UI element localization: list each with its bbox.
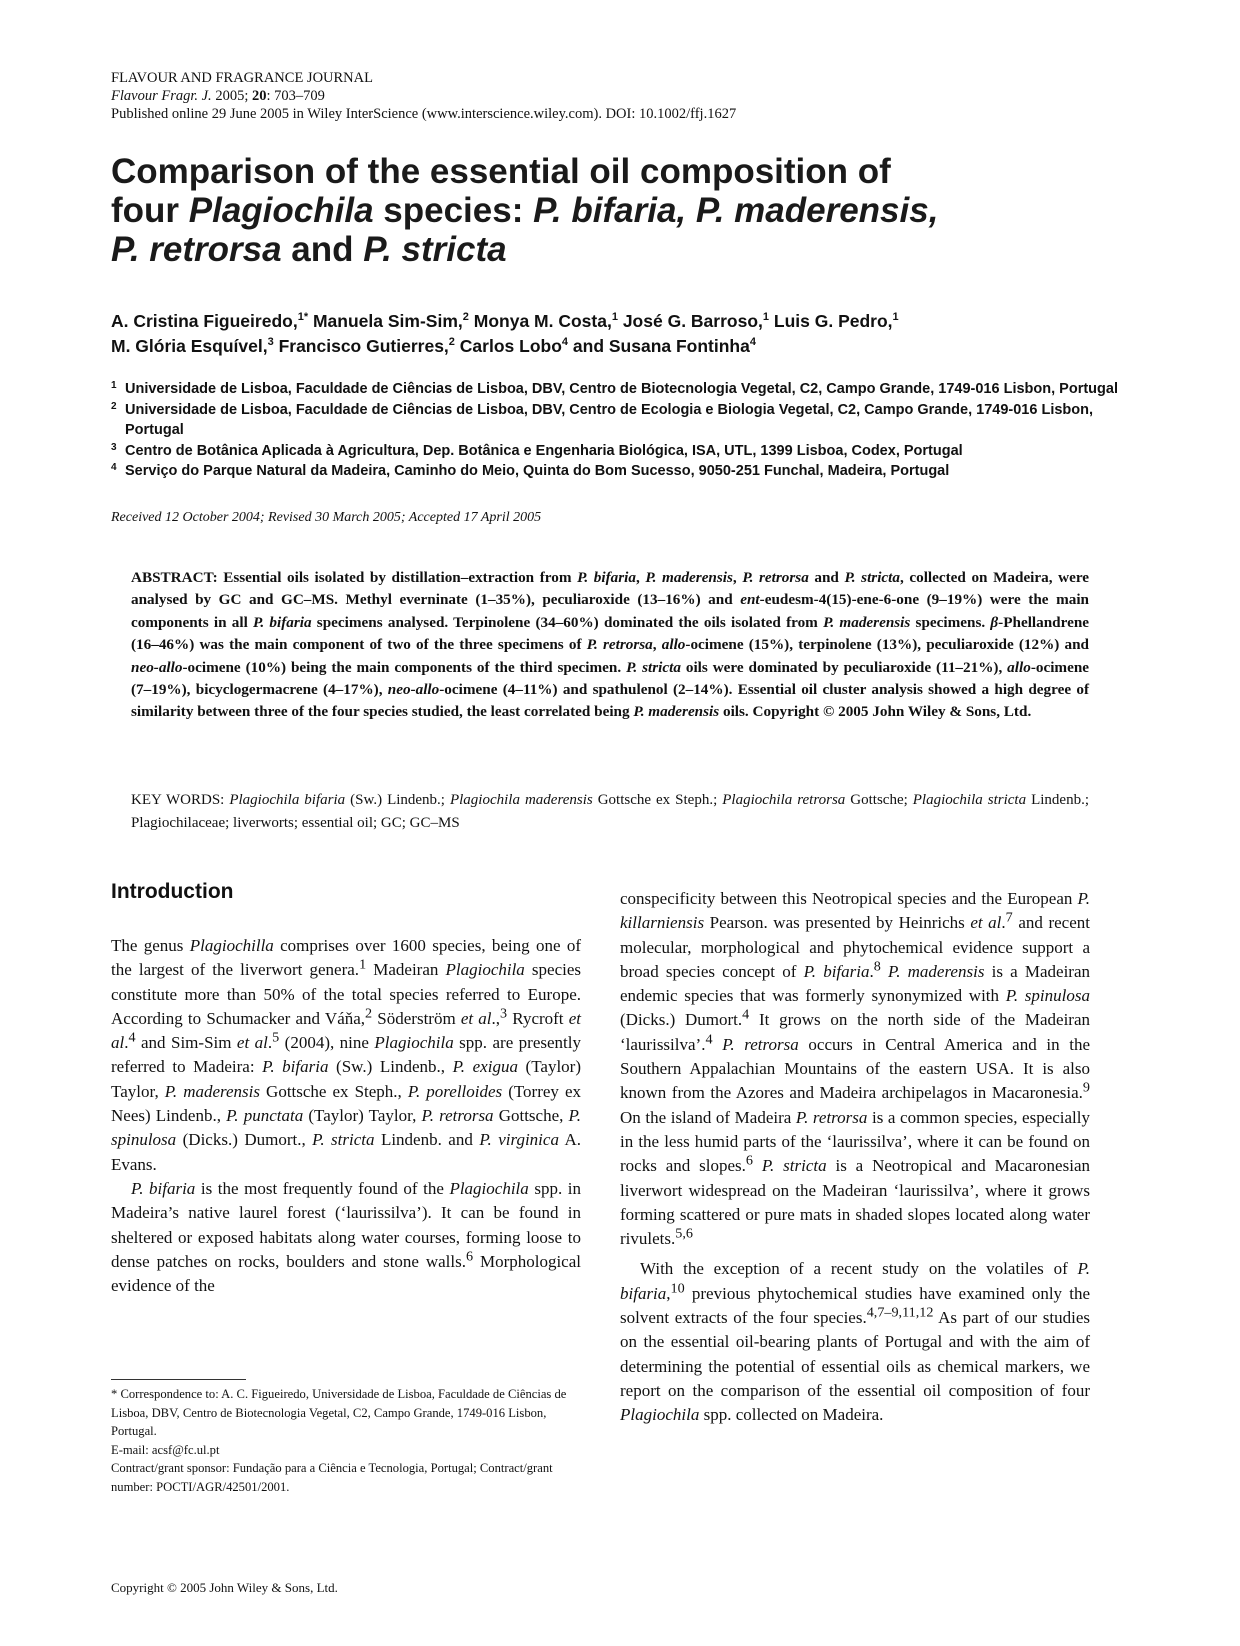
keywords	[131, 789, 1089, 834]
italic-text: P. bifaria	[620, 1259, 1090, 1303]
affiliation	[111, 379, 1131, 400]
journal-header	[111, 69, 1131, 123]
italic-text: P. bifaria	[803, 961, 870, 981]
italic-text: allo	[661, 636, 686, 654]
affiliation	[111, 461, 1131, 482]
text-run: Morphological evidence of the	[111, 1251, 581, 1296]
text-run: Gottsche,	[493, 1106, 569, 1126]
text-run: Gottsche;	[845, 792, 913, 808]
author-name: Carlos Lobo	[459, 336, 562, 356]
text-run: Pearson. was presented by Heinrichs	[704, 913, 971, 933]
title-part: Comparison of the essential oil composition of	[111, 152, 891, 191]
text-run: -ocimene (4–11%) and spathulenol (2–14%). Essential oil cluster analysis showed a high degree of similarity between three of the four species studied, the least correlated being	[131, 681, 1089, 721]
italic-text: P. stricta	[761, 1156, 827, 1176]
italic-text: et al	[111, 1008, 581, 1053]
italic-text: P. killarniensis	[620, 889, 1090, 933]
text-run: .	[124, 1033, 129, 1053]
author-name: Manuela Sim-Sim,	[312, 311, 463, 331]
italic-text: neo-allo	[131, 658, 183, 676]
italic-text: et al	[460, 1008, 492, 1028]
paragraph	[111, 934, 581, 1177]
text-run: .	[1001, 913, 1006, 933]
abstract	[131, 567, 1089, 724]
text-run: ,	[635, 569, 646, 586]
text-run: The genus	[111, 936, 190, 955]
citation-pages: : 703–709	[266, 88, 325, 104]
author	[313, 311, 469, 331]
text-run: Madeiran	[366, 960, 446, 980]
affiliation-number: 4	[111, 462, 117, 473]
article-title	[111, 152, 1111, 269]
author	[111, 311, 308, 331]
title-part: P. stricta	[363, 230, 507, 269]
text-run	[881, 962, 888, 981]
section-heading-introduction: Introduction	[111, 880, 234, 903]
text-run: -ocimene (10%) being the main components of the third specimen.	[182, 658, 627, 676]
reference-superscript: 1	[359, 956, 367, 973]
text-run: -Phellandrene (16–46%) was the main component of two of the three specimens of	[131, 613, 1090, 654]
text-run: (2004), nine	[279, 1033, 375, 1053]
italic-text: P. punctata	[226, 1106, 304, 1126]
affiliation-marker: 2	[462, 311, 469, 324]
title-part: Plagiochila	[188, 191, 374, 230]
text-run: specimens.	[910, 613, 991, 631]
affiliation-marker: 1	[892, 311, 899, 324]
affiliation-number: 2	[111, 400, 117, 412]
text-run: (Taylor) Taylor,	[111, 1057, 581, 1101]
text-run: is a common species, especially in the less humid parts of the ‘laurissilva’, where it can be found on rocks and slopes.	[620, 1107, 1091, 1176]
affiliation-marker: 1*	[297, 311, 309, 324]
text-run: , collected on Madeira, were analysed by GC and GC–MS. Methyl everninate (1–35%), peculiaroxide (13–16%) and	[131, 569, 1090, 609]
italic-text: P. exigua	[452, 1057, 518, 1077]
affiliation-number: 1	[111, 380, 117, 391]
italic-text: Plagiochila bifaria	[229, 792, 346, 808]
reference-superscript: 5,6	[675, 1225, 693, 1242]
text-run: .,	[491, 1008, 501, 1028]
italic-text: P. retrorsa	[742, 569, 809, 586]
paragraph	[620, 887, 1090, 1251]
italic-text: P. maderensis	[633, 703, 720, 721]
text-run: As part of our studies on the essential oil-bearing plants of Portugal and with the aim of determining the potential of essential oils as chemical markers, we report on the comparison of the essential oil composition of four	[620, 1308, 1090, 1400]
italic-text: P. stricta	[844, 569, 900, 586]
text-run: -ocimene (7–19%), bicyclogermacrene (4–17%),	[131, 658, 1090, 699]
text-run: -eudesm-4(15)-ene-6-one (9–19%) were the main components in all	[131, 591, 1089, 631]
author-list	[111, 309, 1131, 359]
author-name: José G. Barroso,	[622, 311, 763, 331]
received-dates: Received 12 October 2004; Revised 30 March 2005; Accepted 17 April 2005	[111, 510, 542, 525]
author-name: Monya M. Costa,	[473, 311, 612, 331]
text-run: (Dicks.) Dumort.	[620, 1010, 743, 1030]
footnotes	[111, 1385, 581, 1496]
italic-text: P. maderensis	[823, 613, 911, 631]
author	[774, 311, 899, 331]
italic-text: P. bifaria	[253, 613, 312, 631]
text-run: ,	[652, 636, 662, 654]
italic-text: P. retrorsa	[421, 1106, 494, 1126]
author	[573, 336, 756, 356]
affiliation-text: Universidade de Lisboa, Faculdade de Ciências de Lisboa, DBV, Centro de Biotecnologia Vegetal, C2, Campo Grande, 1749-016 Lisbon, Portugal	[125, 381, 1118, 397]
copyright-footer: Copyright © 2005 John Wiley & Sons, Ltd.	[111, 1580, 338, 1595]
text-run: Lindenb.; Plagiochilaceae; liverworts; essential oil; GC; GC–MS	[131, 792, 1089, 831]
text-run: ,	[666, 1283, 671, 1303]
text-run: (Taylor) Taylor,	[303, 1106, 422, 1126]
text-run: spp. are presently referred to Madeira:	[111, 1033, 581, 1077]
text-run: ,	[732, 569, 743, 586]
published-line: Published online 29 June 2005 in Wiley InterScience (www.interscience.wiley.com). DOI: 10.1002/ffj.1627	[111, 106, 737, 122]
italic-text: Plagiochila stricta	[912, 792, 1027, 808]
author-name: M. Glória Esquível,	[111, 336, 268, 356]
reference-superscript: 8	[873, 958, 881, 975]
affiliation-number: 3	[111, 441, 117, 453]
italic-text: P. spinulosa	[1005, 986, 1090, 1006]
reference-superscript: 3	[500, 1005, 508, 1022]
italic-text: Plagiochila	[449, 1178, 529, 1198]
text-run: Gottsche ex Steph.;	[592, 792, 723, 808]
text-run: species constitute more than 50% of the total species referred to Europe. According to Schumacker and Váňa,	[111, 960, 582, 1028]
text-run: Lindenb. and	[374, 1130, 480, 1150]
text-run: spp. collected on Madeira.	[699, 1405, 884, 1425]
text-run: -ocimene (15%), terpinolene (13%), peculiaroxide (12%) and	[685, 636, 1089, 654]
italic-text: P. porelloides	[407, 1081, 503, 1101]
text-run: is a Madeiran endemic species that was formerly synonymized with	[620, 961, 1091, 1006]
footnote-rule	[111, 1379, 246, 1380]
reference-superscript: 7	[1005, 909, 1013, 926]
text-run	[713, 1035, 723, 1054]
citation-line	[111, 87, 1131, 105]
italic-text: P. retrorsa	[795, 1107, 868, 1127]
text-run: (Sw.) Lindenb.;	[345, 792, 450, 808]
author	[460, 336, 568, 356]
text-run: spp. in Madeira’s native laurel forest (‘laurissilva’). It can be found in sheltered or exposed habitats along water courses, forming loose to dense patches on rocks, boulders and stone walls.	[111, 1178, 582, 1271]
italic-text: β	[990, 613, 999, 631]
affiliation-text: Serviço do Parque Natural da Madeira, Caminho do Meio, Quinta do Bom Sucesso, 9050-251 Funchal, Madeira, Portugal	[125, 463, 950, 479]
citation-abbrev: Flavour Fragr. J.	[111, 88, 212, 104]
italic-text: P. maderensis	[888, 961, 985, 981]
italic-text: et al	[236, 1033, 268, 1053]
italic-text: P. bifaria	[131, 1178, 196, 1198]
reference-superscript: 9	[1082, 1079, 1090, 1096]
text-run: conspecificity between this Neotropical species and the European	[620, 889, 1078, 908]
text-run: With the exception of a recent study on the volatiles of	[640, 1259, 1078, 1279]
affiliation-marker: 4	[561, 336, 569, 349]
italic-text: P. retrorsa	[722, 1034, 799, 1054]
text-run: (Sw.) Lindenb.,	[328, 1057, 453, 1077]
title-part: four	[111, 191, 189, 230]
right-column	[620, 887, 1090, 1428]
text-run: .	[869, 961, 874, 981]
text-run: occurs in Central America and in the Southern Appalachian Mountains of the eastern USA. It is also known from the Azores and Madeira archipelagos in Macaronesia.	[620, 1034, 1091, 1103]
text-run: (Dicks.) Dumort.,	[176, 1130, 313, 1150]
affiliation	[111, 400, 1131, 441]
author	[279, 336, 455, 356]
affiliation-marker: 4	[749, 336, 756, 349]
author	[474, 311, 618, 331]
italic-text: P. retrorsa	[586, 636, 653, 654]
text-run: previous phytochemical studies have examined only the solvent extracts of the four species.	[620, 1283, 1090, 1328]
text-run: On the island of Madeira	[620, 1107, 796, 1127]
italic-text: Plagiochila retrorsa	[722, 792, 846, 808]
text-run: is the most frequently found of the	[195, 1178, 450, 1198]
italic-text: P. spinulosa	[111, 1106, 581, 1150]
text-run: KEY WORDS:	[131, 792, 230, 808]
journal-name: FLAVOUR AND FRAGRANCE JOURNAL	[111, 70, 373, 86]
title-part: species:	[373, 191, 534, 230]
footnote: * Correspondence to: A. C. Figueiredo, Universidade de Lisboa, Faculdade de Ciências de Lisboa, DBV, Centro de Biotecnologia Vegetal, C2, Campo Grande, 1749-016 Lisbon, Portugal.	[111, 1387, 567, 1438]
italic-text: P. virginica	[479, 1130, 559, 1150]
author-name: Francisco Gutierres,	[278, 336, 449, 356]
italic-text: P. bifaria	[262, 1057, 329, 1077]
text-run: Söderström	[372, 1008, 461, 1028]
affiliation-marker: 1	[762, 311, 770, 324]
text-run: oils were dominated by peculiaroxide (11–21%),	[680, 658, 1008, 676]
affiliation-text: Centro de Botânica Aplicada à Agricultura, Dep. Botânica e Engenharia Biológica, ISA, UTL, 1399 Lisboa, Codex, Portugal	[125, 442, 963, 459]
italic-text: neo-allo	[387, 681, 440, 699]
italic-text: Plagiochila	[374, 1033, 454, 1053]
affiliation	[111, 441, 1131, 462]
text-run: ABSTRACT: Essential oils isolated by distillation–extraction from	[131, 569, 578, 586]
paragraph	[111, 1177, 581, 1298]
reference-superscript: 4,7–9,11,12	[866, 1304, 934, 1321]
author-name: and Susana Fontinha	[572, 336, 750, 356]
author	[623, 311, 769, 331]
title-part: P. bifaria, P. maderensis,	[533, 191, 939, 230]
footnote: Contract/grant sponsor: Fundação para a Ciência e Tecnologia, Portugal; Contract/grant number: POCTI/AGR/42501/2001.	[111, 1461, 553, 1494]
left-column	[111, 934, 581, 1298]
italic-text: P. stricta	[626, 658, 681, 676]
affiliation-text: Universidade de Lisboa, Faculdade de Ciências de Lisboa, DBV, Centro de Ecologia e Biologia Vegetal, C2, Campo Grande, 1749-016 Lisbon, Portugal	[125, 401, 1094, 438]
text-run: is a Neotropical and Macaronesian liverwort widespread on the Madeiran ‘laurissilva’, where it grows forming scattered or pure mats in shaded slopes located along water rivulets.	[620, 1156, 1090, 1249]
italic-text: Plagiochila	[620, 1405, 700, 1425]
text-run: It grows on the north side of the Madeiran ‘laurissilva’.	[620, 1010, 1090, 1054]
affiliation-marker: 2	[448, 336, 455, 349]
citation-year: 2005;	[211, 88, 252, 104]
title-part: and	[281, 230, 364, 269]
paragraph	[620, 1257, 1090, 1427]
affiliation-marker: 3	[267, 336, 274, 349]
citation-volume: 20	[251, 88, 267, 104]
text-run: .	[267, 1033, 273, 1053]
reference-superscript: 4	[705, 1031, 713, 1048]
italic-text: Plagiochila maderensis	[449, 792, 593, 808]
author-name: A. Cristina Figueiredo,	[111, 311, 298, 331]
italic-text: P. maderensis	[164, 1081, 261, 1101]
footnote: E-mail: acsf@fc.ul.pt	[111, 1442, 220, 1457]
italic-text: et al	[970, 913, 1002, 933]
reference-superscript: 5	[272, 1029, 280, 1046]
reference-superscript: 10	[670, 1280, 685, 1297]
affiliation-marker: 1	[611, 311, 618, 324]
italic-text: Plagiochila	[445, 960, 525, 980]
title-part: P. retrorsa	[111, 230, 282, 269]
text-run: and	[808, 569, 845, 586]
text-run: specimens analysed. Terpinolene (34–60%) dominated the oils isolated from	[311, 613, 824, 631]
text-run: A. Evans.	[111, 1130, 581, 1174]
reference-superscript: 6	[745, 1152, 753, 1169]
reference-superscript: 4	[742, 1006, 750, 1023]
text-run: comprises over 1600 species, being one of the largest of the liverwort genera.	[111, 936, 582, 980]
reference-superscript: 6	[466, 1248, 474, 1265]
author-name: Luis G. Pedro,	[773, 311, 893, 331]
reference-superscript: 2	[365, 1005, 373, 1022]
italic-text: P. bifaria	[577, 569, 636, 586]
text-run: Rycroft	[507, 1008, 569, 1028]
italic-text: Plagiochilla	[189, 936, 274, 955]
text-run	[753, 1156, 762, 1175]
italic-text: allo	[1007, 658, 1031, 676]
text-run: oils. Copyright © 2005 John Wiley & Sons, Ltd.	[719, 703, 1032, 721]
reference-superscript: 4	[128, 1029, 136, 1046]
affiliation-list	[111, 379, 1131, 482]
italic-text: P. stricta	[312, 1130, 375, 1150]
italic-text: ent	[740, 591, 760, 609]
text-run: and recent molecular, morphological and phytochemical evidence support a broad species concept of	[620, 913, 1090, 981]
text-run: (Torrey ex Nees) Lindenb.,	[111, 1081, 581, 1126]
author	[111, 336, 274, 356]
italic-text: P. maderensis	[645, 569, 733, 586]
text-run: and Sim-Sim	[135, 1033, 237, 1053]
text-run: Gottsche ex Steph.,	[260, 1081, 408, 1101]
